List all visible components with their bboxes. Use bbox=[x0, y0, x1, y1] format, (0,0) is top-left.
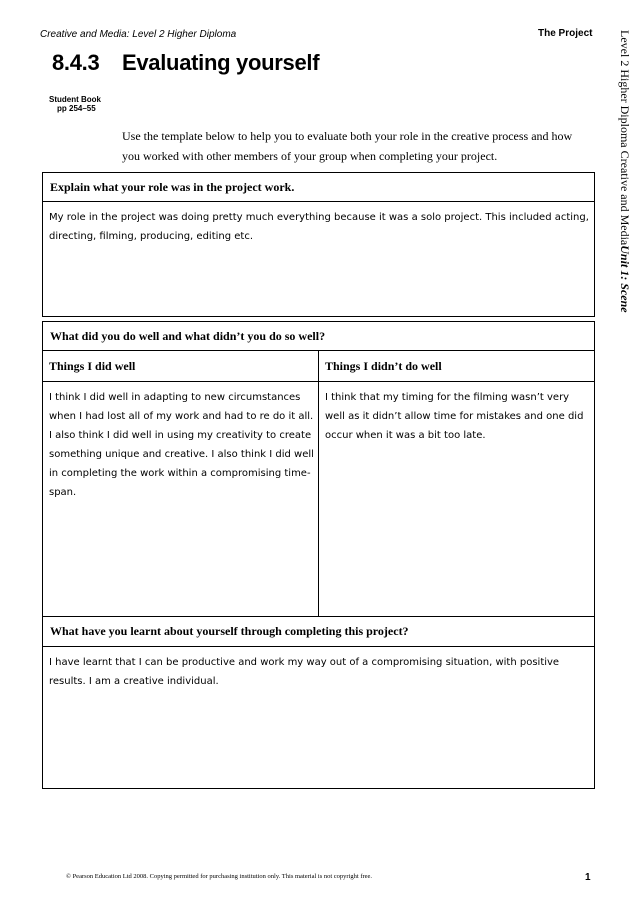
learnt-question-text: What have you learnt about yourself through completing this project? bbox=[50, 624, 409, 638]
header-section: The Project bbox=[538, 28, 593, 39]
page-number: 1 bbox=[585, 872, 591, 883]
role-question-text: Explain what your role was in the project work. bbox=[50, 179, 295, 194]
performance-question-text: What did you do well and what didn’t you do so well? bbox=[50, 328, 326, 343]
student-book-label: Student Book bbox=[49, 95, 101, 104]
performance-question bbox=[42, 321, 595, 351]
section-number: 8.4.3 bbox=[52, 50, 100, 75]
sidebar-prefix: Level 2 Higher Diploma Creative and Media bbox=[618, 30, 632, 246]
copyright-footer: © Pearson Education Ltd 2008. Copying permitted for purchasing institution only. This material is not copyright free. bbox=[66, 873, 373, 880]
role-answer-text: My role in the project was doing pretty much everything because it was a solo project. This included acting, directing, filming, producing, editing etc. bbox=[49, 212, 589, 242]
student-book-pages: pp 254–55 bbox=[57, 104, 96, 113]
not-well-heading bbox=[325, 351, 442, 381]
learnt-answer-text: I have learnt that I can be productive and work my way out of a compromising situation, with positive results. I am a creative individual. bbox=[49, 657, 560, 687]
did-well-answer: I think I did well in adapting to new circumstances when I had lost all of my work and had to re do it all. I also think I did well in using my creativity to create something unique and creative. I also think I did well in completing the work within a compromising time-span. bbox=[49, 392, 314, 498]
learnt-question bbox=[42, 616, 595, 647]
column-divider bbox=[318, 350, 319, 617]
not-well-heading-text: Things I didn’t do well bbox=[325, 358, 442, 373]
header-course: Creative and Media: Level 2 Higher Diploma bbox=[40, 29, 237, 40]
role-question bbox=[42, 172, 595, 202]
did-well-heading-text: Things I did well bbox=[49, 358, 136, 373]
did-well-heading bbox=[49, 351, 135, 381]
not-well-answer: I think that my timing for the filming wasn’t very well as it didn’t allow time for mistakes and one did occur when it was a bit too late. bbox=[325, 392, 584, 441]
intro-text: Use the template below to help you to evaluate both your role in the creative process and how you worked with other members of your group when completing your project. bbox=[122, 129, 573, 163]
sidebar-unit: Unit 1: Scene bbox=[618, 245, 632, 313]
page-title: Evaluating yourself bbox=[122, 50, 320, 75]
sidebar-unit-label bbox=[617, 30, 633, 350]
